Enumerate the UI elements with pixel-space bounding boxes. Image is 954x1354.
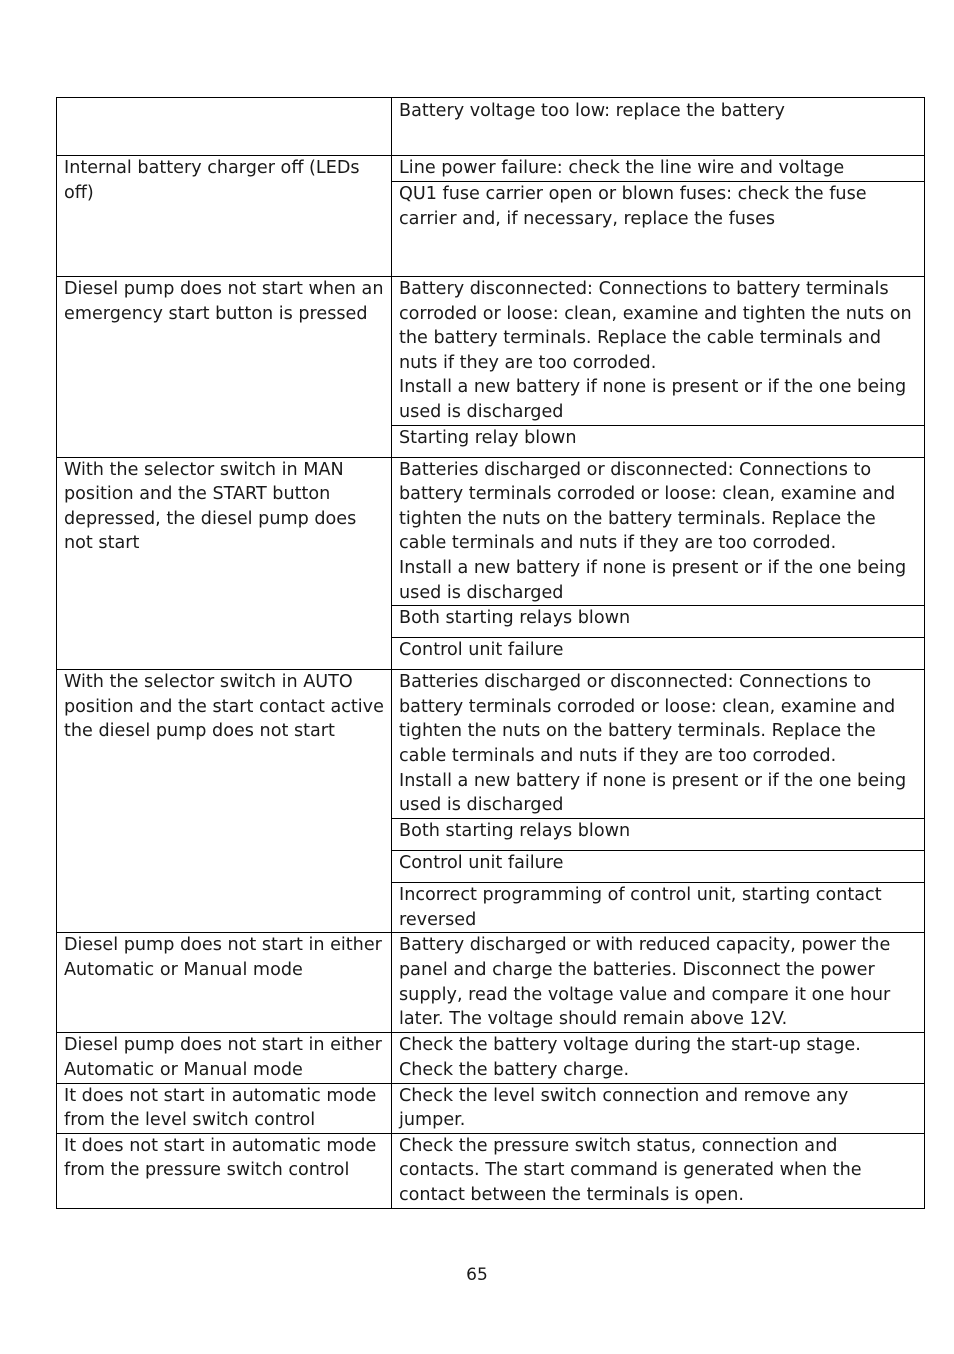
solution-cell: Battery discharged or with reduced capacity, power the panel and charge the batteries. Disconnect the power supply, read the voltage value and compare it one hour later. The voltage should remain above 12V. (392, 933, 925, 1033)
solution-cell: Control unit failure (392, 851, 925, 883)
table-row (57, 670, 925, 819)
solution-cell: Both starting relays blown (392, 819, 925, 851)
problem-cell: With the selector switch in AUTO position and the start contact active the diesel pump does not start (57, 670, 392, 933)
solution-cell: Incorrect programming of control unit, starting contact reversed (392, 883, 925, 933)
table-row (57, 1083, 925, 1133)
table-row (57, 1033, 925, 1083)
problem-cell: It does not start in automatic mode from the pressure switch control (57, 1133, 392, 1208)
solution-cell: Both starting relays blown (392, 606, 925, 638)
table-row (57, 277, 925, 426)
problem-cell: Diesel pump does not start in either Automatic or Manual mode (57, 933, 392, 1033)
solution-cell: Control unit failure (392, 638, 925, 670)
solution-cell: QU1 fuse carrier open or blown fuses: check the fuse carrier and, if necessary, replace the fuses (392, 182, 925, 277)
page-number: 65 (466, 1265, 488, 1285)
solution-cell: Batteries discharged or disconnected: Connections to battery terminals corroded or loose: clean, examine and tighten the nuts on the battery terminals. Replace the cable terminals and nuts if they are too corroded. Install a new battery if none is present or if the one being used is discharged (392, 670, 925, 819)
problem-cell: With the selector switch in MAN position and the START button depressed, the diesel pump does not start (57, 457, 392, 670)
problem-cell: Diesel pump does not start when an emergency start button is pressed (57, 277, 392, 458)
problem-cell: It does not start in automatic mode from the level switch control (57, 1083, 392, 1133)
solution-cell: Battery disconnected: Connections to battery terminals corroded or loose: clean, examine and tighten the nuts on the battery terminals. Replace the cable terminals and nuts if they are too corroded. Install a new battery if none is present or if the one being used is discharged (392, 277, 925, 426)
table-row (57, 98, 925, 156)
table-row (57, 156, 925, 182)
table-row (57, 933, 925, 1033)
solution-cell: Starting relay blown (392, 425, 925, 457)
table-row (57, 457, 925, 606)
table-row (57, 1133, 925, 1208)
solution-cell: Check the level switch connection and remove any jumper. (392, 1083, 925, 1133)
solution-cell: Line power failure: check the line wire and voltage (392, 156, 925, 182)
solution-cell: Batteries discharged or disconnected: Connections to battery terminals corroded or loose: clean, examine and tighten the nuts on the battery terminals. Replace the cable terminals and nuts if they are too corroded. Install a new battery if none is present or if the one being used is discharged (392, 457, 925, 606)
problem-cell: Diesel pump does not start in either Automatic or Manual mode (57, 1033, 392, 1083)
troubleshooting-table (56, 97, 925, 1209)
problem-cell: Internal battery charger off (LEDs off) (57, 156, 392, 277)
solution-cell: Check the battery voltage during the start-up stage. Check the battery charge. (392, 1033, 925, 1083)
solution-cell: Check the pressure switch status, connection and contacts. The start command is generated when the contact between the terminals is open. (392, 1133, 925, 1208)
solution-cell: Battery voltage too low: replace the battery (392, 98, 925, 156)
problem-cell (57, 98, 392, 156)
